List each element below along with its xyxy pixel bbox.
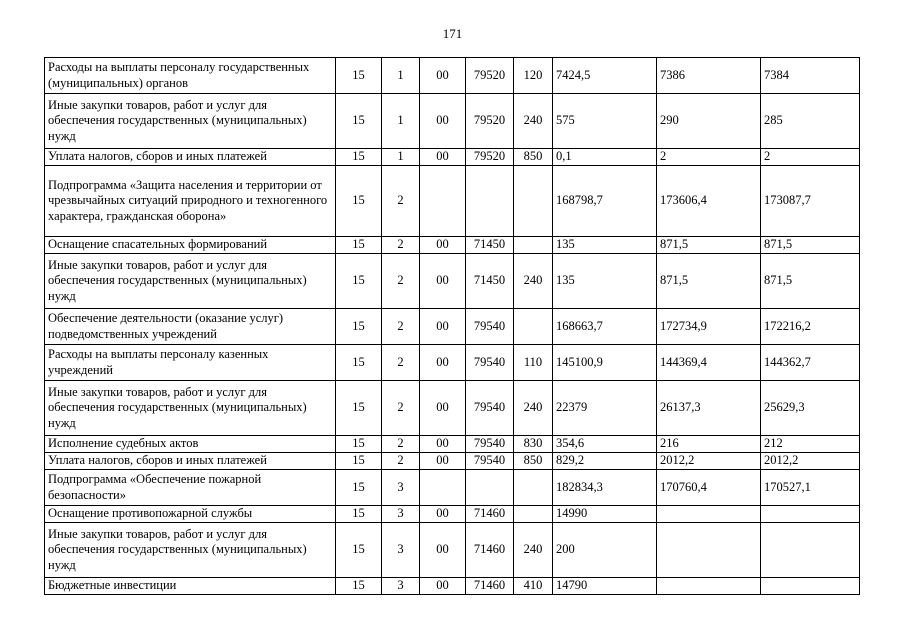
row-code-1: 15 (336, 309, 382, 345)
row-amount-1: 22379 (553, 381, 657, 436)
row-name: Иные закупки товаров, работ и услуг для обеспечения государственных (муниципальных) нужд (45, 523, 336, 578)
row-code-2: 2 (382, 453, 420, 470)
row-code-4: 71460 (466, 523, 514, 578)
row-name: Уплата налогов, сборов и иных платежей (45, 453, 336, 470)
row-code-2: 2 (382, 436, 420, 453)
row-code-5: 850 (514, 149, 553, 166)
row-amount-2: 173606,4 (657, 166, 761, 237)
table-row (45, 94, 860, 149)
row-amount-1: 354,6 (553, 436, 657, 453)
row-amount-2 (657, 578, 761, 595)
row-code-1: 15 (336, 453, 382, 470)
row-amount-3: 25629,3 (761, 381, 860, 436)
row-code-1: 15 (336, 436, 382, 453)
row-name: Исполнение судебных актов (45, 436, 336, 453)
row-code-1: 15 (336, 381, 382, 436)
row-amount-3: 172216,2 (761, 309, 860, 345)
row-amount-2: 170760,4 (657, 470, 761, 506)
row-name: Бюджетные инвестиции (45, 578, 336, 595)
table-row (45, 506, 860, 523)
row-code-3 (420, 166, 466, 237)
row-name: Оснащение противопожарной службы (45, 506, 336, 523)
row-name: Обеспечение деятельности (оказание услуг) подведомственных учреждений (45, 309, 336, 345)
row-code-5 (514, 470, 553, 506)
row-code-4: 71450 (466, 237, 514, 254)
row-amount-1: 168663,7 (553, 309, 657, 345)
row-name: Иные закупки товаров, работ и услуг для обеспечения государственных (муниципальных) нужд (45, 381, 336, 436)
row-amount-3: 2012,2 (761, 453, 860, 470)
row-amount-1: 200 (553, 523, 657, 578)
row-code-5: 240 (514, 254, 553, 309)
table-row (45, 237, 860, 254)
row-amount-3: 173087,7 (761, 166, 860, 237)
row-amount-3 (761, 506, 860, 523)
row-code-2: 3 (382, 523, 420, 578)
row-name: Уплата налогов, сборов и иных платежей (45, 149, 336, 166)
row-amount-1: 14990 (553, 506, 657, 523)
row-code-4 (466, 470, 514, 506)
row-amount-2 (657, 523, 761, 578)
row-amount-1: 182834,3 (553, 470, 657, 506)
row-amount-1: 575 (553, 94, 657, 149)
row-code-5 (514, 309, 553, 345)
row-code-1: 15 (336, 237, 382, 254)
table-row (45, 523, 860, 578)
row-code-4: 79520 (466, 94, 514, 149)
row-code-4: 71460 (466, 578, 514, 595)
row-code-3: 00 (420, 237, 466, 254)
row-code-4: 79520 (466, 58, 514, 94)
row-code-5: 240 (514, 523, 553, 578)
row-code-2: 2 (382, 381, 420, 436)
row-code-2: 2 (382, 237, 420, 254)
table-row (45, 436, 860, 453)
row-code-3: 00 (420, 309, 466, 345)
table-row (45, 453, 860, 470)
row-code-5: 410 (514, 578, 553, 595)
table-row (45, 470, 860, 506)
row-code-5 (514, 506, 553, 523)
row-code-3: 00 (420, 506, 466, 523)
budget-table (44, 57, 860, 595)
row-amount-1: 145100,9 (553, 345, 657, 381)
row-code-4: 79520 (466, 149, 514, 166)
row-code-4 (466, 166, 514, 237)
row-code-4: 79540 (466, 345, 514, 381)
row-amount-3 (761, 523, 860, 578)
row-code-3: 00 (420, 58, 466, 94)
row-amount-2: 871,5 (657, 237, 761, 254)
row-code-3: 00 (420, 453, 466, 470)
row-code-1: 15 (336, 470, 382, 506)
row-amount-3: 212 (761, 436, 860, 453)
row-code-3 (420, 470, 466, 506)
row-code-4: 79540 (466, 309, 514, 345)
table-row (45, 309, 860, 345)
row-amount-2: 216 (657, 436, 761, 453)
row-amount-3 (761, 578, 860, 595)
row-code-5: 850 (514, 453, 553, 470)
row-code-1: 15 (336, 254, 382, 309)
table-row (45, 345, 860, 381)
row-amount-1: 168798,7 (553, 166, 657, 237)
row-amount-1: 829,2 (553, 453, 657, 470)
table-row (45, 149, 860, 166)
row-code-1: 15 (336, 58, 382, 94)
row-code-1: 15 (336, 149, 382, 166)
row-code-1: 15 (336, 345, 382, 381)
row-code-1: 15 (336, 166, 382, 237)
row-amount-2: 2012,2 (657, 453, 761, 470)
row-name: Подпрограмма «Защита населения и территории от чрезвычайных ситуаций природного и техногенного характера, гражданская оборона» (45, 166, 336, 237)
row-name: Иные закупки товаров, работ и услуг для обеспечения государственных (муниципальных) нужд (45, 254, 336, 309)
row-name: Расходы на выплаты персоналу казенных учреждений (45, 345, 336, 381)
row-amount-2: 172734,9 (657, 309, 761, 345)
row-code-3: 00 (420, 381, 466, 436)
row-code-2: 2 (382, 309, 420, 345)
page-number: 171 (442, 26, 463, 41)
row-code-3: 00 (420, 149, 466, 166)
row-code-2: 3 (382, 470, 420, 506)
row-amount-3: 2 (761, 149, 860, 166)
row-amount-3: 871,5 (761, 254, 860, 309)
row-code-5: 240 (514, 94, 553, 149)
row-code-2: 2 (382, 254, 420, 309)
row-code-3: 00 (420, 523, 466, 578)
row-code-1: 15 (336, 523, 382, 578)
row-amount-2: 2 (657, 149, 761, 166)
row-code-4: 71450 (466, 254, 514, 309)
row-amount-3: 170527,1 (761, 470, 860, 506)
row-code-3: 00 (420, 436, 466, 453)
table-row (45, 254, 860, 309)
row-code-2: 3 (382, 506, 420, 523)
row-code-2: 1 (382, 58, 420, 94)
row-code-2: 1 (382, 149, 420, 166)
row-code-2: 2 (382, 345, 420, 381)
row-code-5 (514, 237, 553, 254)
row-code-4: 79540 (466, 381, 514, 436)
row-code-4: 79540 (466, 436, 514, 453)
row-name: Оснащение спасательных формирований (45, 237, 336, 254)
table-row (45, 58, 860, 94)
row-amount-2: 7386 (657, 58, 761, 94)
row-amount-1: 135 (553, 254, 657, 309)
row-name: Подпрограмма «Обеспечение пожарной безопасности» (45, 470, 336, 506)
row-name: Иные закупки товаров, работ и услуг для обеспечения государственных (муниципальных) нужд (45, 94, 336, 149)
row-name: Расходы на выплаты персоналу государственных (муниципальных) органов (45, 58, 336, 94)
row-amount-3: 144362,7 (761, 345, 860, 381)
table-row (45, 578, 860, 595)
row-code-4: 71460 (466, 506, 514, 523)
row-code-2: 1 (382, 94, 420, 149)
row-amount-3: 871,5 (761, 237, 860, 254)
row-amount-1: 14790 (553, 578, 657, 595)
row-code-4: 79540 (466, 453, 514, 470)
row-amount-1: 7424,5 (553, 58, 657, 94)
row-amount-1: 0,1 (553, 149, 657, 166)
row-code-1: 15 (336, 94, 382, 149)
row-code-5: 240 (514, 381, 553, 436)
row-amount-1: 135 (553, 237, 657, 254)
table-row (45, 166, 860, 237)
row-code-3: 00 (420, 345, 466, 381)
row-code-5: 830 (514, 436, 553, 453)
row-code-2: 2 (382, 166, 420, 237)
row-code-5: 110 (514, 345, 553, 381)
row-code-1: 15 (336, 578, 382, 595)
row-amount-2: 290 (657, 94, 761, 149)
row-amount-3: 7384 (761, 58, 860, 94)
row-code-5 (514, 166, 553, 237)
table-row (45, 381, 860, 436)
row-amount-2: 871,5 (657, 254, 761, 309)
row-amount-2: 144369,4 (657, 345, 761, 381)
row-amount-2 (657, 506, 761, 523)
row-code-1: 15 (336, 506, 382, 523)
row-amount-2: 26137,3 (657, 381, 761, 436)
row-code-5: 120 (514, 58, 553, 94)
row-code-3: 00 (420, 94, 466, 149)
row-code-3: 00 (420, 254, 466, 309)
row-amount-3: 285 (761, 94, 860, 149)
row-code-3: 00 (420, 578, 466, 595)
row-code-2: 3 (382, 578, 420, 595)
